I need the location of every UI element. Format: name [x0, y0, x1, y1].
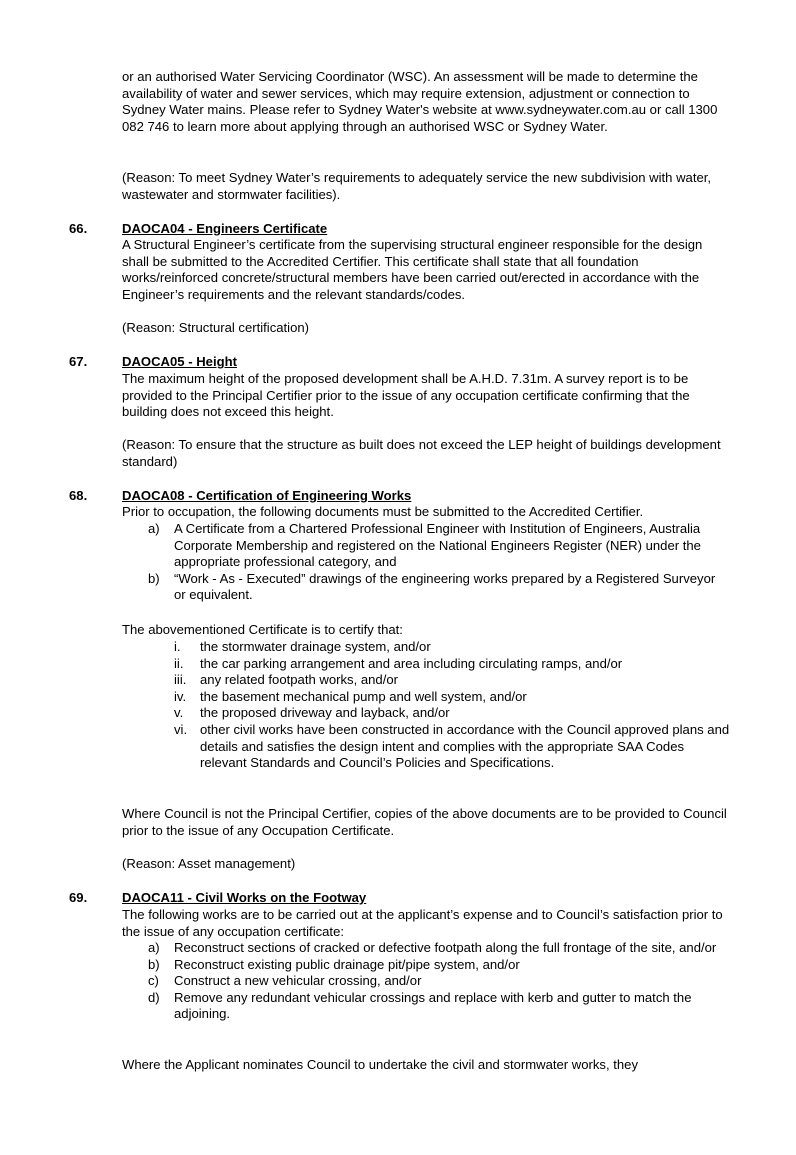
list-item: a) Reconstruct sections of cracked or defective footpath along the full frontage of the site, and/or	[148, 940, 717, 955]
list-item: d) Remove any redundant vehicular crossings and replace with kerb and gutter to match the adjoining.	[148, 989, 692, 1022]
condition-68-certify-intro: The abovementioned Certificate is to certify that:	[122, 622, 403, 637]
list-item: b) Reconstruct existing public drainage pit/pipe system, and/or	[148, 956, 520, 972]
list-item: b) “Work - As - Executed” drawings of the engineering works prepared by a Registered Surveyor or equivalent.	[148, 570, 716, 603]
condition-69-closing: Where the Applicant nominates Council to undertake the civil and stormwater works, they	[122, 1057, 639, 1072]
condition-67-title: DAOCA05 - Height	[122, 354, 237, 369]
list-item: ii. the car parking arrangement and area including circulating ramps, and/or	[174, 655, 623, 671]
condition-67-reason: (Reason: To ensure that the structure as built does not exceed the LEP height of buildings development standard)	[122, 437, 721, 469]
condition-69-title: DAOCA11 - Civil Works on the Footway	[122, 890, 367, 905]
condition-66-number: 66.	[69, 221, 88, 236]
intro-reason: (Reason: To meet Sydney Water’s requirements to adequately service the new subdivision with water, wastewater and stormwater facilities).	[122, 170, 712, 202]
condition-68-council-text: Where Council is not the Principal Certifier, copies of the above documents are to be provided to Council prior to the issue of any Occupation Certificate.	[122, 806, 727, 838]
list-item: a) A Certificate from a Chartered Professional Engineer with Institution of Engineers, Australia Corporate Membership and registered on the National Engineers Register (NER) under the appropriate professional category, and	[148, 521, 701, 570]
condition-67-text: The maximum height of the proposed development shall be A.H.D. 7.31m. A survey report is to be provided to the Principal Certifier prior to the issue of any occupation certificate confirming that the building does not exceed this height.	[122, 371, 690, 420]
condition-68-doc-list	[148, 521, 730, 604]
condition-68-number: 68.	[69, 488, 88, 503]
list-item: v. the proposed driveway and layback, and/or	[174, 705, 450, 721]
list-item: vi. other civil works have been constructed in accordance with the Council approved plans and details and satisfies the design intent and complies with the appropriate SAA Codes relevant Standards and Council’s Policies and Specifications.	[174, 721, 730, 771]
condition-68-title: DAOCA08 - Certification of Engineering Works	[122, 488, 412, 503]
list-item: iv. the basement mechanical pump and well system, and/or	[174, 688, 527, 704]
condition-66-text: A Structural Engineer’s certificate from the supervising structural engineer responsible for the design shall be submitted to the Accredited Certifier. This certificate shall state that all foundation works/reinforced concrete/structural members have been carried out/erected in accordance with the Engineer’s requirements and the relevant standards/codes.	[122, 237, 703, 302]
intro-paragraph: or an authorised Water Servicing Coordinator (WSC). An assessment will be made to determine the availability of water and sewer services, which may require extension, adjustment or connection to Sydney Water mains. Please refer to Sydney Water's website at www.sydneywater.com.au or call 1300 082 746 to learn more about applying through an authorised WSC or Sydney Water.	[122, 69, 718, 134]
condition-67-number: 67.	[69, 354, 88, 369]
condition-69-works-list	[148, 940, 730, 1023]
condition-66-title: DAOCA04 - Engineers Certificate	[122, 221, 328, 236]
condition-66-reason: (Reason: Structural certification)	[122, 320, 310, 335]
condition-69-number: 69.	[69, 890, 88, 905]
condition-68-text: Prior to occupation, the following documents must be submitted to the Accredited Certifier.	[122, 504, 644, 519]
condition-68-certify-list	[174, 639, 730, 772]
list-item: iii. any related footpath works, and/or	[174, 672, 398, 688]
list-item: c) Construct a new vehicular crossing, and/or	[148, 973, 422, 989]
list-item: i. the stormwater drainage system, and/or	[174, 639, 431, 654]
condition-68-reason: (Reason: Asset management)	[122, 856, 296, 871]
condition-69-text: The following works are to be carried out at the applicant’s expense and to Council’s satisfaction prior to the issue of any occupation certificate:	[122, 907, 723, 939]
